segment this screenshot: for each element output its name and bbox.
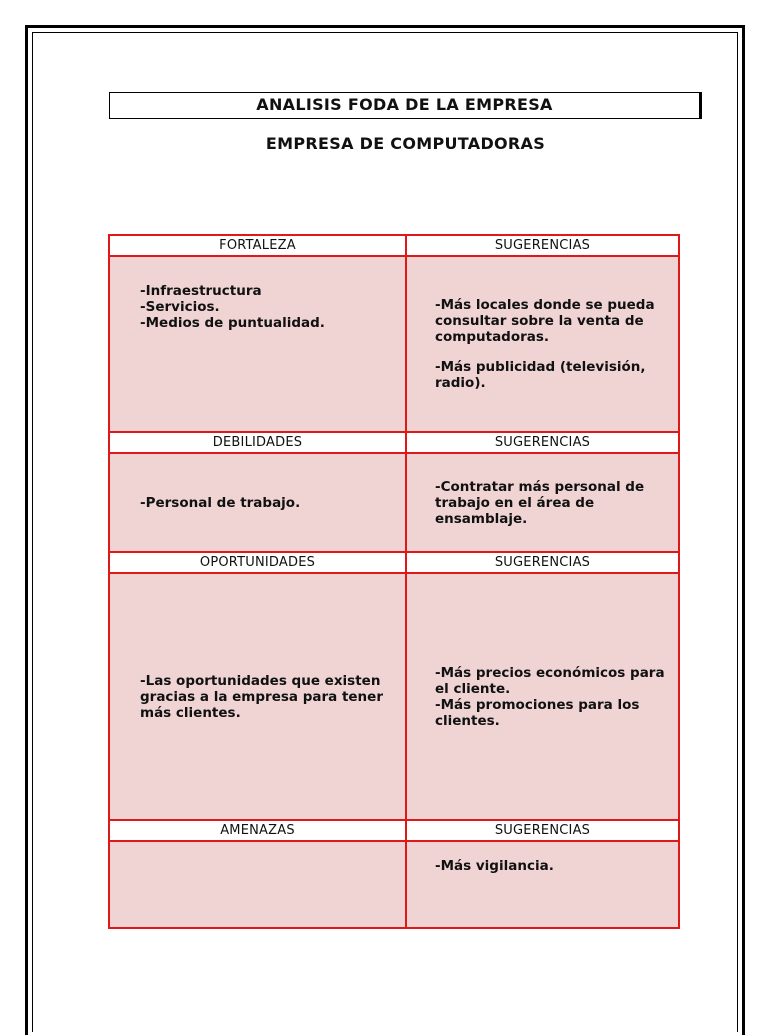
cell-oportunidades bbox=[109, 573, 406, 820]
table-header-row bbox=[109, 820, 679, 841]
document-subtitle: EMPRESA DE COMPUTADORAS bbox=[265, 134, 546, 153]
cell-amenazas bbox=[109, 841, 406, 928]
sugerencia-text: -Más precios económicos para el cliente. -Más promociones para los clientes. bbox=[435, 664, 665, 729]
header-oportunidades: OPORTUNIDADES bbox=[109, 552, 406, 573]
sugerencia-text: -Contratar más personal de trabajo en el área de ensamblaje. bbox=[435, 478, 645, 527]
cell-sugerencias bbox=[406, 256, 679, 432]
cell-sugerencias bbox=[406, 841, 679, 928]
table-row bbox=[109, 841, 679, 928]
cell-sugerencias bbox=[406, 573, 679, 820]
header-sugerencias: SUGERENCIAS bbox=[406, 820, 679, 841]
foda-table bbox=[108, 234, 680, 929]
table-header-row bbox=[109, 235, 679, 256]
table-header-row bbox=[109, 552, 679, 573]
cell-debilidades bbox=[109, 453, 406, 552]
header-fortaleza: FORTALEZA bbox=[109, 235, 406, 256]
document-title: ANALISIS FODA DE LA EMPRESA bbox=[109, 92, 702, 119]
table-header-row bbox=[109, 432, 679, 453]
sugerencia-text: -Más vigilancia. bbox=[435, 858, 554, 874]
cell-sugerencias bbox=[406, 453, 679, 552]
header-sugerencias: SUGERENCIAS bbox=[406, 235, 679, 256]
sugerencia-text: -Más publicidad (televisión, radio). bbox=[435, 359, 646, 391]
cell-fortaleza bbox=[109, 256, 406, 432]
header-sugerencias: SUGERENCIAS bbox=[406, 552, 679, 573]
header-debilidades: DEBILIDADES bbox=[109, 432, 406, 453]
oportunidades-text: -Las oportunidades que existen gracias a la empresa para tener más clientes. bbox=[140, 672, 383, 721]
table-row bbox=[109, 453, 679, 552]
debilidades-text: -Personal de trabajo. bbox=[140, 494, 301, 511]
sugerencia-text: -Más locales donde se pueda consultar sobre la venta de computadoras. bbox=[435, 297, 655, 345]
header-amenazas: AMENAZAS bbox=[109, 820, 406, 841]
header-sugerencias: SUGERENCIAS bbox=[406, 432, 679, 453]
table-row bbox=[109, 256, 679, 432]
table-row bbox=[109, 573, 679, 820]
fortaleza-text: -Infraestructura -Servicios. -Medios de puntualidad. bbox=[140, 283, 325, 331]
